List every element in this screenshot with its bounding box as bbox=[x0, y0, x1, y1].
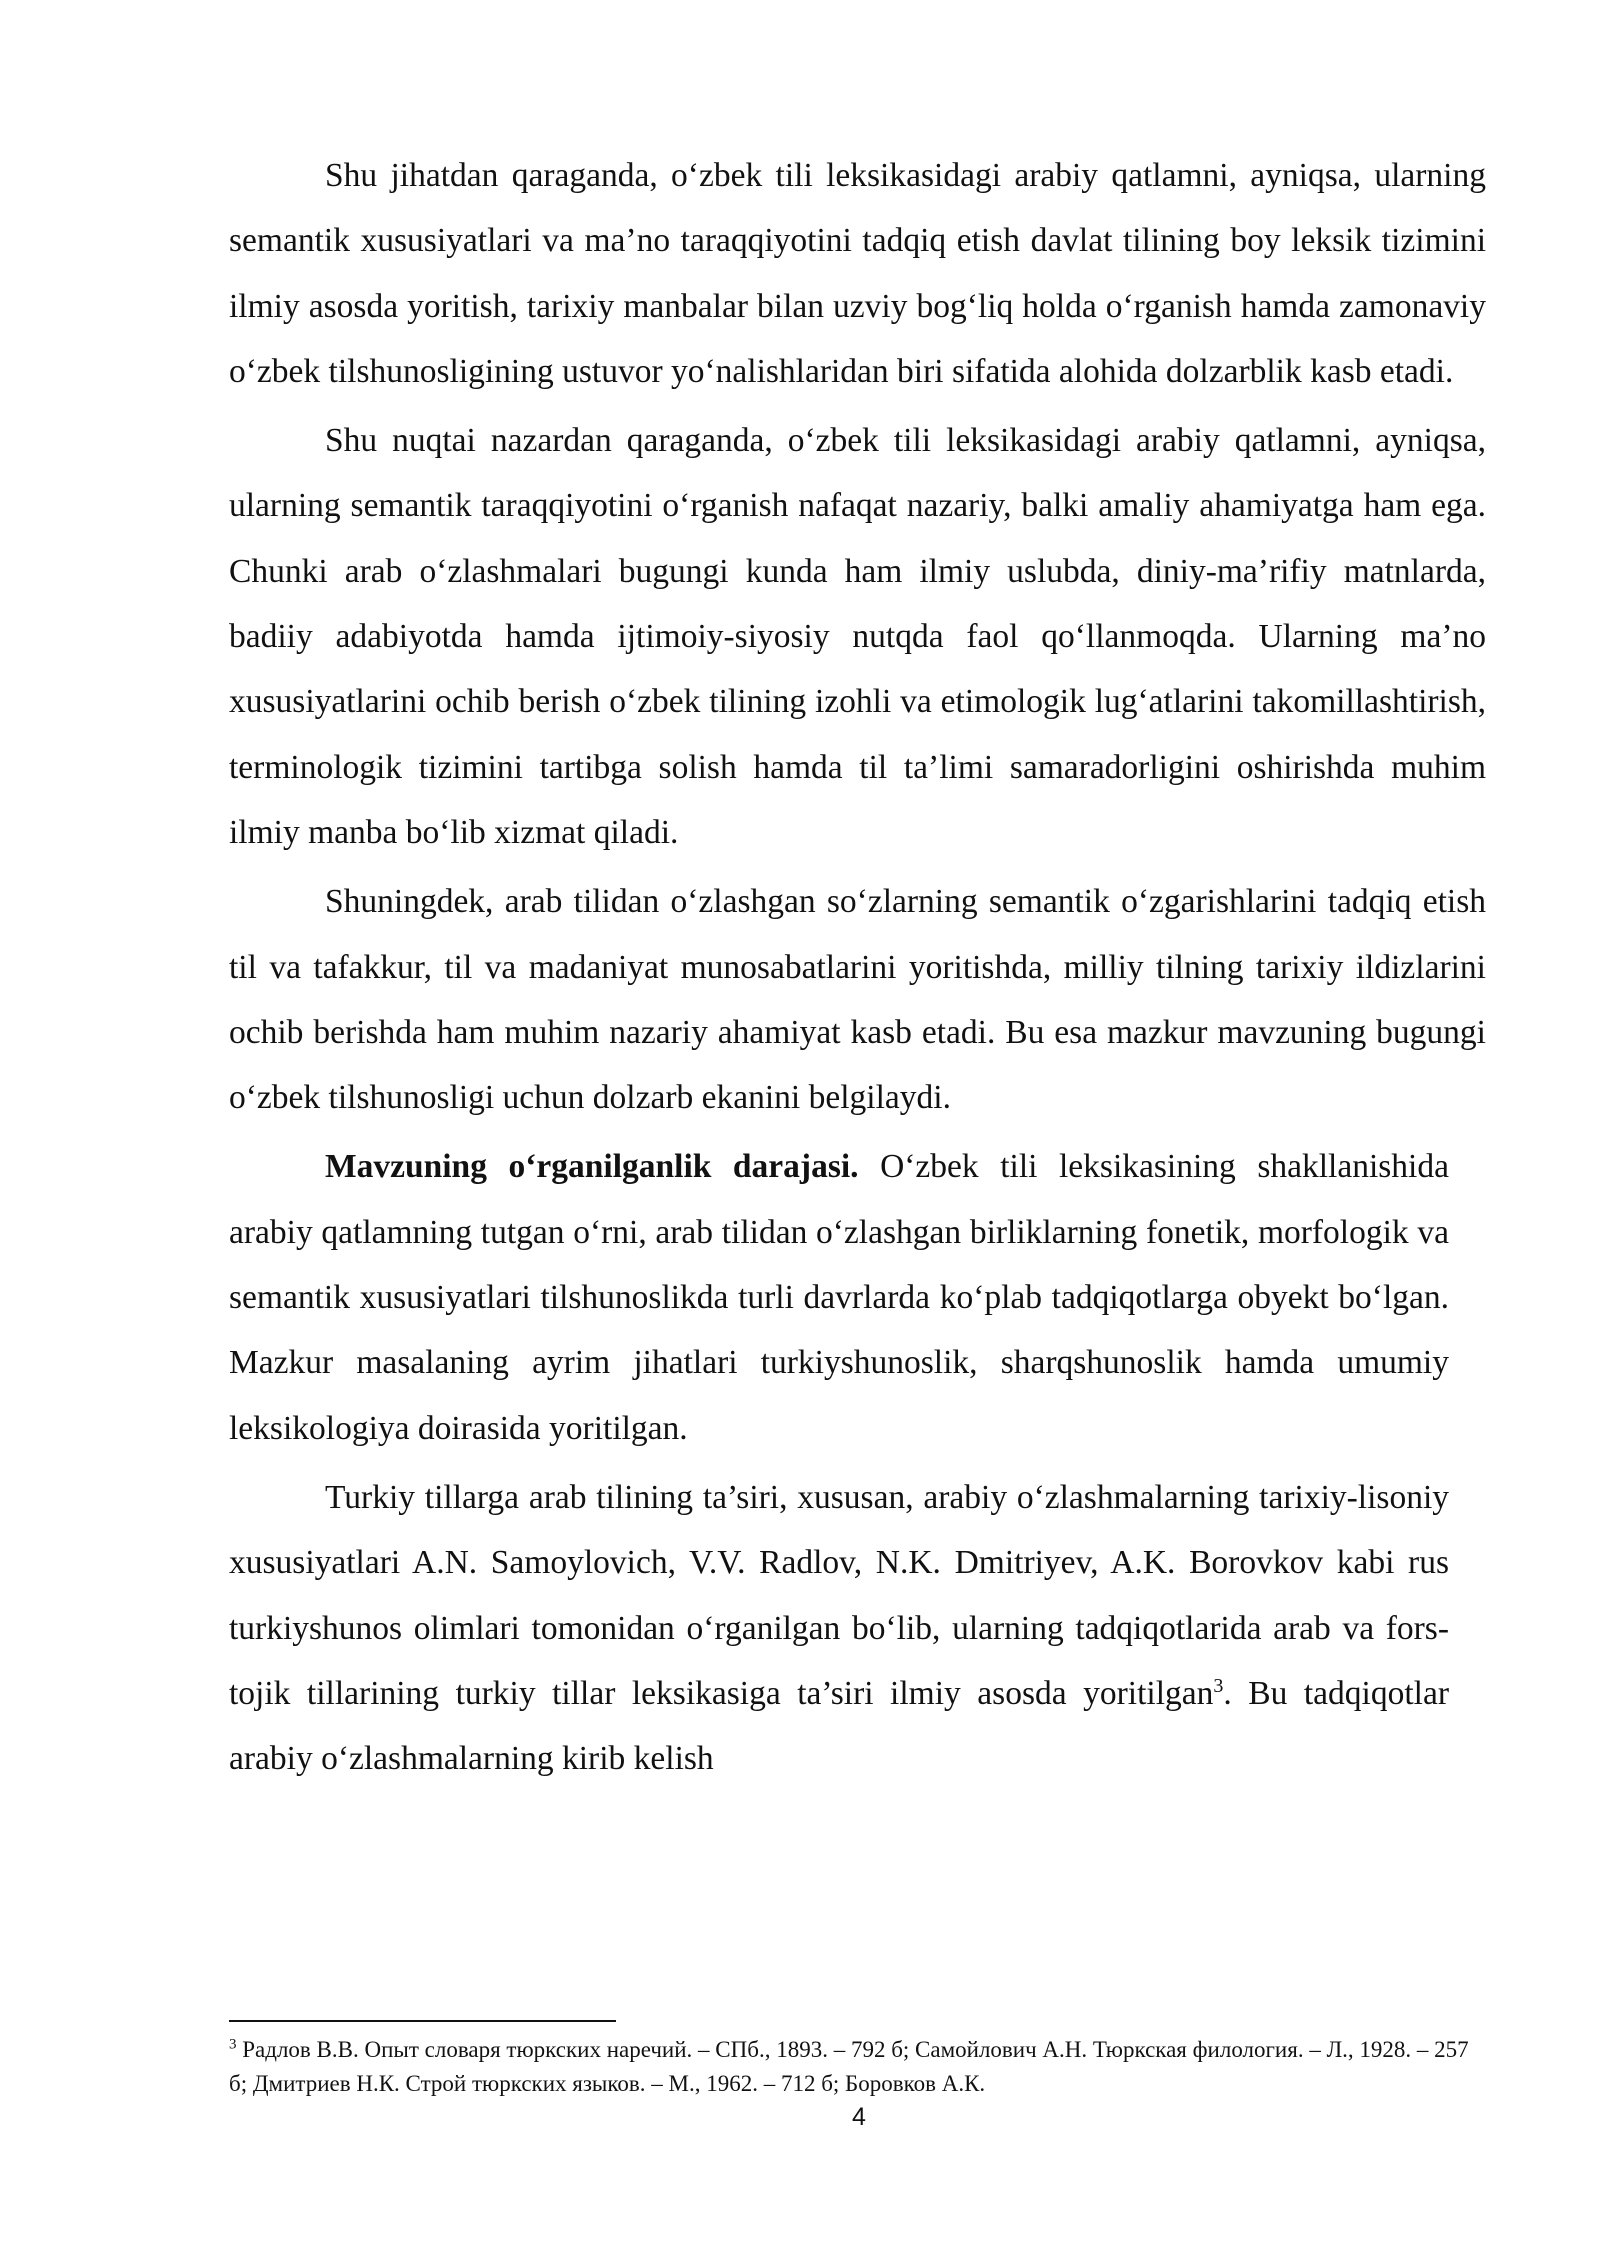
paragraph-1-text: Shu jihatdan qaraganda, o‘zbek tili leksikasidagi arabiy qatlamni, ayniqsa, ularning semantik xususiyatlari va ma’no taraqqiyotini tadqiq etish davlat tilining boy leksik tizimini ilmiy asosda yoritish, tarixiy manbalar bilan uzviy bog‘liq holda o‘rganish hamda zamonaviy o‘zbek tilshunosligining ustuvor yo‘nalishlaridan biri sifatida alohida dolzarblik kasb etadi. bbox=[229, 157, 1486, 390]
page-number: 4 bbox=[852, 2103, 866, 2131]
paragraph-5 bbox=[229, 1465, 1449, 1791]
body-text bbox=[229, 143, 1486, 1795]
paragraph-3-text: Shuningdek, arab tilidan o‘zlashgan so‘zlarning semantik o‘zgarishlarini tadqiq etish til va tafakkur, til va madaniyat munosabatlarini yoritishda, milliy tilning tarixiy ildizlarini ochib berishda ham muhim nazariy ahamiyat kasb etadi. Bu esa mazkur mavzuning bugungi o‘zbek tilshunosligi uchun dolzarb ekanini belgilaydi. bbox=[229, 883, 1486, 1117]
footnote-marker: 3 bbox=[229, 2036, 237, 2053]
paragraph-4-text: O‘zbek tili leksikasining shakllanishida arabiy qatlamning tutgan o‘rni, arab tilidan o‘zlashgan birliklarning fonetik, morfologik va semantik xususiyatlari tilshunoslikda turli davrlarda ko‘plab tadqiqotlarga obyekt bo‘lgan. Mazkur masalaning ayrim jihatlari turkiyshunoslik, sharqshunoslik hamda umumiy leksikologiya doirasida yoritilgan. bbox=[229, 1148, 1449, 1447]
paragraph-3 bbox=[229, 869, 1486, 1130]
paragraph-2 bbox=[229, 408, 1486, 865]
footnote bbox=[229, 2033, 1486, 2101]
paragraph-1 bbox=[229, 143, 1486, 404]
paragraph-5-text-b: . Bu tadqiqotlar arabiy o‘zlashmalarning kirib kelish bbox=[229, 1674, 1449, 1778]
paragraph-4 bbox=[229, 1134, 1449, 1460]
paragraph-5-text-a: Turkiy tillarga arab tilining ta’siri, xususan, arabiy o‘zlashmalarning tarixiy-lisoniy xususiyatlari A.N. Samoylovich, V.V. Radlov, N.K. Dmitriyev, A.K. Borovkov kabi rus turkiyshunos olimlari tomonidan o‘rganilgan bo‘lib, ularning tadqiqotlarida arab va fors-tojik tillarining turkiy tillar leksikasiga ta’siri ilmiy asosda yoritilgan bbox=[229, 1478, 1449, 1712]
footnote-text: Радлов В.В. Опыт словаря тюркских наречий. – СПб., 1893. – 792 б; Самойлович А.Н. Тюркская филология. – Л., 1928. – 257 б; Дмитриев Н.К. Строй тюркских языков. – М., 1962. – 712 б; Боровков А.К. bbox=[229, 2037, 1469, 2096]
paragraph-2-text: Shu nuqtai nazardan qaraganda, o‘zbek tili leksikasidagi arabiy qatlamni, ayniqsa, ularning semantik taraqqiyotini o‘rganish nafaqat nazariy, balki amaliy ahamiyatga ham ega. Chunki arab o‘zlashmalari bugungi kunda ham ilmiy uslubda, diniy-ma’rifiy matnlarda, badiiy adabiyotda hamda ijtimoiy-siyosiy nutqda faol qo‘llanmoqda. Ularning ma’no xususiyatlarini ochib berish o‘zbek tilining izohli va etimologik lug‘atlarini takomillashtirish, terminologik tizimini tartibga solish hamda til ta’limi samaradorligini oshirishda muhim ilmiy manba bo‘lib xizmat qiladi. bbox=[229, 422, 1486, 851]
footnote-reference[interactable]: 3 bbox=[1213, 1674, 1224, 1697]
footnote-separator bbox=[229, 2020, 616, 2022]
section-heading: Mavzuning o‘rganilganlik darajasi. bbox=[325, 1148, 859, 1186]
